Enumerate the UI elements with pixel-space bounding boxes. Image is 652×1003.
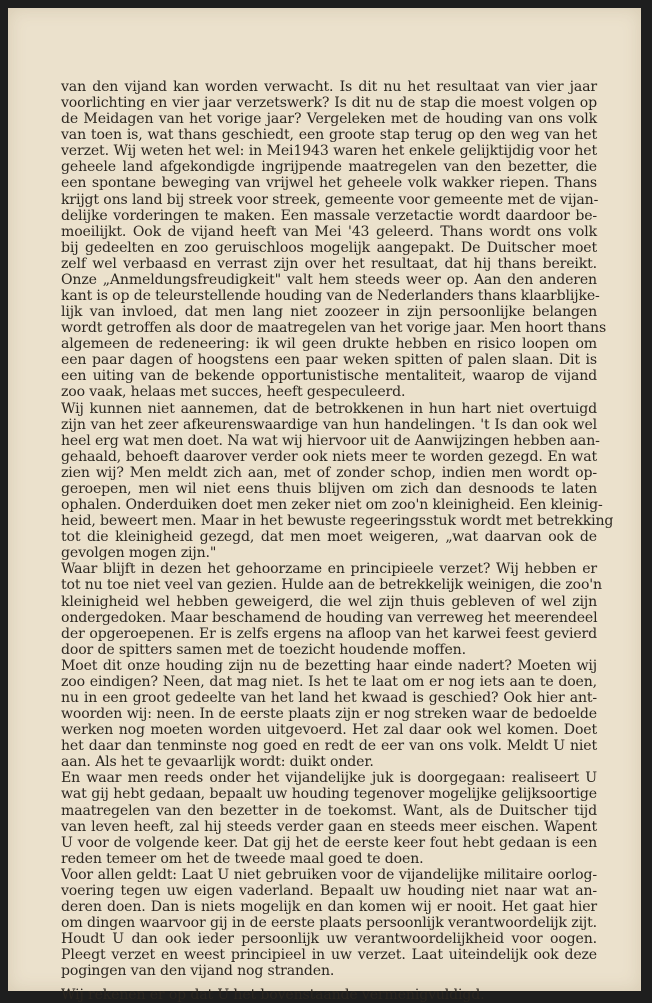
text-line: En waar men reeds onder het vijandelijke juk is doorgegaan: realiseert U <box>61 770 597 787</box>
spacer <box>61 979 597 987</box>
text-line: Waar blijft in dezen het gehoorzame en principieele verzet? Wij hebben er <box>61 561 597 578</box>
text-line: bij gedeelten en zoo geruischloos mogelijk aangepakt. De Duitscher moet <box>61 239 597 256</box>
text-line: de Meidagen van het vorige jaar? Vergeleken met de houding van ons volk <box>61 111 597 128</box>
text-line: Onze „Anmeldungsfreudigkeit" valt hem steeds weer op. Aan den anderen <box>61 271 597 288</box>
text-line: wat gij hebt gedaan, bepaalt uw houding tegenover mogelijke gelijksoortige <box>61 786 597 803</box>
text-line: zoo eindigen? Neen, dat mag niet. Is het te laat om er nog iets aan te doen, <box>61 673 597 690</box>
text-line: heid, beweert men. Maar in het bewuste regeeringsstuk wordt met betrekking <box>61 513 614 530</box>
text-line: Pleegt verzet en weest principieel in uw verzet. Laat uiteindelijk ook deze <box>61 947 597 964</box>
text-line: tot nu toe niet veel van gezien. Hulde aan de betrekkelijk weinigen, die zoo'n <box>61 577 602 594</box>
text-line: door de spitters samen met de toezicht houdende moffen. <box>61 641 466 658</box>
text-line: algemeen de redeneering: ik wil geen drukte hebben en risico loopen om <box>61 336 597 353</box>
text-line: Wij kunnen niet aannemen, dat de betrokkenen in hun hart niet overtuigd <box>61 400 597 417</box>
text-line: van den vijand kan worden verwacht. Is dit nu het resultaat van vier jaar <box>61 79 597 95</box>
text-line: moeilijkt. Ook de vijand heeft van Mei '43 geleerd. Thans wordt ons volk <box>61 223 597 240</box>
text-line: zoo vaak, helaas met succes, heeft gespeculeerd. <box>61 384 406 401</box>
paragraph <box>61 770 597 866</box>
closing-line: Wij rekenen er op dat U het bovenstaande vermenigvuldigd. <box>61 987 485 1003</box>
text-line: zelf wel verbaasd en verrast zijn over het resultaat, dat hij thans bereikt. <box>61 255 597 272</box>
text-line: wordt getroffen als door de maatregelen van het vorige jaar. Men hoort thans <box>61 320 607 337</box>
text-line: voorlichting en vier jaar verzetswerk? Is dit nu de stap die moest volgen op <box>61 95 597 112</box>
text-line: om dingen waarvoor gij in de eerste plaats persoonlijk verantwoordelijk zijt. <box>61 915 597 932</box>
text-line: ondergedoken. Maar beschamend de houding van verreweg het meerendeel <box>61 609 598 626</box>
text-line: heel erg wat men doet. Na wat wij hiervoor uit de Aanwijzingen hebben aan- <box>61 432 600 449</box>
paper-sheet <box>8 8 641 1003</box>
text-line: woorden wij: neen. In de eerste plaats zijn er nog streken waar de bedoelde <box>61 706 597 723</box>
text-line: pogingen van den vijand nog stranden. <box>61 963 335 980</box>
text-line: ophalen. Onderduiken doet men zeker niet om zoo'n kleinigheid. Een kleinig- <box>61 497 603 514</box>
text-line: geheele land afgekondigde ingrijpende maatregelen van den bezetter, die <box>61 159 597 176</box>
text-line: tot die kleinigheid gezegd, dat men moet weigeren, „wat daarvan ook de <box>61 529 597 546</box>
paragraph <box>61 658 597 771</box>
text-line: Voor allen geldt: Laat U niet gebruiken voor de vijandelijke militaire oorlog- <box>61 866 597 883</box>
text-line: gevolgen mogen zijn." <box>61 545 217 562</box>
text-line: een spontane beweging van vrijwel het geheele volk wakker riepen. Thans <box>61 175 597 192</box>
text-line: deren doen. Dan is niets mogelijk en dan komen wij er nooit. Het gaat hier <box>61 898 597 915</box>
text-line: Houdt U dan ook ieder persoonlijk uw verantwoordelijkheid voor oogen. <box>61 931 597 948</box>
text-line: van toen is, wat thans geschiedt, een groote stap terug op den weg van het <box>61 127 597 144</box>
text-line: kleinigheid wel hebben geweigerd, die wel zijn thuis gebleven of wel zijn <box>61 593 597 610</box>
text-line: geroepen, men wil niet eens thuis blijven om zich dan desnoods te laten <box>61 480 597 497</box>
text-line: werken nog moeten worden uitgevoerd. Het zal daar ook wel komen. Doet <box>61 722 597 739</box>
paragraph <box>61 79 607 401</box>
text-line: zien wij? Men meldt zich aan, met of zonder schop, indien men wordt op- <box>61 464 597 481</box>
text-line: verzet. Wij weten het wel: in Mei1943 waren het enkele gelijktijdig voor het <box>61 143 597 160</box>
paragraph <box>61 561 602 658</box>
text-line: krijgt ons land bij streek voor streek, gemeente voor gemeente met de vijan- <box>61 191 599 208</box>
text-line: aan. Als het te gevaarlijk wordt: duikt onder. <box>61 754 374 771</box>
text-line: van leven heeft, zal hij steeds verder gaan en steeds meer eischen. Wapent <box>61 818 597 835</box>
text-line: delijke vorderingen te maken. Een massale verzetactie wordt daardoor be- <box>61 207 597 224</box>
text-line: gehaald, behoeft daarover verder ook niets meer te worden gezegd. En wat <box>61 448 597 465</box>
text-line: reden temeer om het de tweede maal goed te doen. <box>61 850 424 867</box>
text-line: U voor de volgende keer. Dat gij het de eerste keer fout hebt gedaan is een <box>61 834 597 851</box>
text-line: der opgeroepenen. Er is zelfs ergens na afloop van het karwei feest gevierd <box>61 625 597 642</box>
text-line: lijk van invloed, dat men lang niet zoozeer in zijn persoonlijke belangen <box>61 304 597 321</box>
text-line: het daar dan tenminste nog goed en redt de eer van ons volk. Meldt U niet <box>61 738 597 755</box>
text-line: Moet dit onze houding zijn nu de bezetting haar einde nadert? Moeten wij <box>61 657 597 674</box>
text-line: een paar dagen of hoogstens een paar weken spitten of palen slaan. Dit is <box>61 352 597 369</box>
text-line: zijn van het zeer afkeurenswaardige van hun handelingen. 't Is dan ook wel <box>61 416 597 433</box>
text-line: kant is op de teleurstellende houding van de Nederlanders thans klaarblijke- <box>61 288 600 305</box>
paragraph <box>61 400 614 562</box>
text-line: voering tegen uw eigen vaderland. Bepaalt uw houding niet naar wat an- <box>61 882 597 899</box>
text-line: een uiting van de bekende opportunistische mentaliteit, waarop de vijand <box>61 368 597 385</box>
text-line: nu in een groot gedeelte van het land het kwaad is geschied? Ook hier ant- <box>61 689 597 706</box>
document-body <box>61 79 614 1003</box>
paragraph <box>61 867 597 980</box>
text-line: maatregelen van den bezetter in de toekomst. Want, als de Duitscher tijd <box>61 802 597 819</box>
